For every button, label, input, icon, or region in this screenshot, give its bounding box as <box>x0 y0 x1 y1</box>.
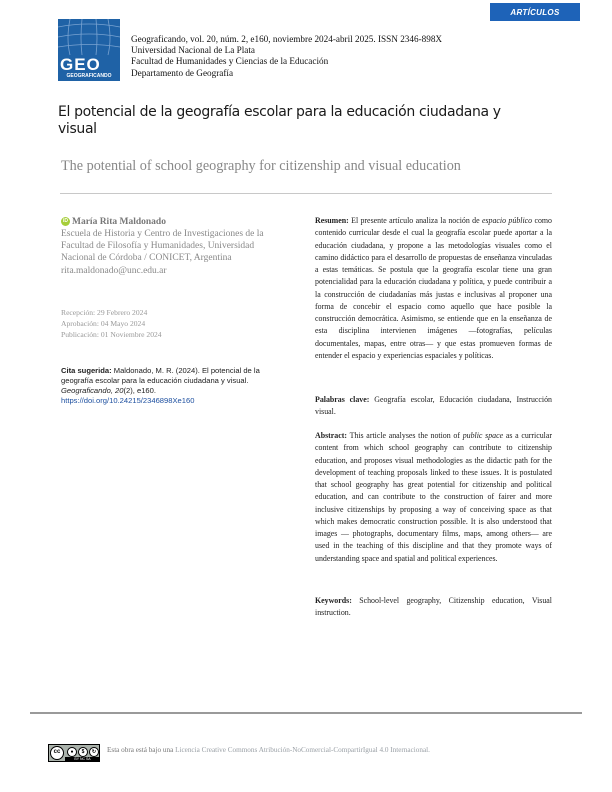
author-name-line <box>61 216 286 228</box>
journal-citation-line: Geograficando, vol. 20, núm. 2, e160, noviembre 2024-abril 2025. ISSN 2346-898X <box>131 34 443 44</box>
abstract-es-text: como contenido curricular desde el cual la geografía escolar puede aportar a la educación ciudadana, y propone a las metodologías visuales como el camino didáctico para el desarrollo de propuestas de enseñanza vinculadas a estas temáticas. Se postula que la geografía escolar tiene una gran potencialidad para la educación ciudadana y política, y puede contribuir a la construcción de ciudadanías más justas e inclusivas al proponer una forma de concebir el espacio como aquello que hace posible la construcción democrática. Asimismo, se entiende que en la enseñanza de esta disciplina intervienen imágenes —fotografías, películas documentales, mapas, entre otras— y que estas promueven formas de entender el espacio y experiencias espaciales y políticas. <box>315 216 552 360</box>
article-dates <box>61 307 162 340</box>
attribution-icon: ● <box>67 747 77 757</box>
citation-doi-link[interactable]: https://doi.org/10.24215/2346898Xe160 <box>61 395 195 405</box>
abstract-es-text: El presente artículo analiza la noción de <box>348 216 482 225</box>
journal-logo <box>58 19 120 81</box>
section-badge: ARTÍCULOS <box>490 3 580 21</box>
noncommercial-icon: $ <box>78 747 88 757</box>
title-divider <box>60 193 552 194</box>
author-affiliation <box>61 228 286 277</box>
citation-text: Maldonado, M. R. (2024). El potencial de la geografía escolar para la educación ciudadana y visual. <box>61 366 260 385</box>
abstract-en-label: Abstract: <box>315 431 347 440</box>
keywords-en-label: Keywords: <box>315 596 352 605</box>
cc-icon: cc <box>50 746 64 760</box>
citation-journal: Geograficando, 20 <box>61 385 124 395</box>
keywords-en-text: School-level geography, Citizenship education, Visual instruction. <box>315 596 552 618</box>
journal-department: Departamento de Geografía <box>131 67 234 78</box>
abstract-en-text: This article analyses the notion of <box>347 431 463 440</box>
abstract-en-emphasis: public space <box>462 431 504 440</box>
abstract-es-label: Resumen: <box>315 216 349 225</box>
abstract-es-emphasis: espacio público <box>481 216 533 225</box>
keywords-english <box>315 595 552 620</box>
citation-label: Cita sugerida: <box>61 366 112 375</box>
author-block <box>61 216 286 277</box>
abstract-spanish <box>315 215 552 362</box>
keywords-es-label: Palabras clave: <box>315 395 370 404</box>
published-date: Publicación: 01 Noviembre 2024 <box>61 330 162 339</box>
journal-info <box>131 34 442 79</box>
received-date: Recepción: 29 Febrero 2024 <box>61 308 148 317</box>
journal-university: Universidad Nacional de La Plata <box>131 45 255 56</box>
abstract-en-text: as a curricular content from which school geography can contribute to citizenship education, and proposes visual methodologies as the didactic path for the development of teaching proposals linked to these issues. It is postulated that school geography has great potential for citizenship and political education, and can contribute to the construction of fairer and more inclusive citizenships by proposing a way of conceiving space as that which makes democratic construction possible. It is also understood that images — photographs, documentary films, maps, among others— are used in the teaching of this discipline and that they promote ways of understanding space and spatial and political experiences. <box>315 431 552 563</box>
license-prefix: Esta obra está bajo una <box>107 746 176 754</box>
license-statement <box>107 746 430 754</box>
orcid-icon[interactable]: iD <box>63 218 68 224</box>
footer-divider <box>30 712 582 714</box>
author-name: María Rita Maldonado <box>72 217 166 227</box>
journal-faculty: Facultad de Humanidades y Ciencias de la Educación <box>131 56 329 67</box>
license-link[interactable]: Licencia Creative Commons Atribución-NoComercial-CompartirIgual 4.0 Internacional. <box>175 746 430 754</box>
sharealike-icon: ↻ <box>89 747 99 757</box>
logo-word: GEO <box>60 55 101 74</box>
article-title: El potencial de la geografía escolar para la educación ciudadana y visual <box>58 104 501 137</box>
approved-date: Aprobación: 04 Mayo 2024 <box>61 319 146 328</box>
keywords-spanish <box>315 394 552 419</box>
abstract-english <box>315 430 552 565</box>
affiliation-line: Nacional de Córdoba / CONICET, Argentina <box>61 253 232 264</box>
affiliation-line: Escuela de Historia y Centro de Investigaciones de la <box>61 229 264 239</box>
creative-commons-badge[interactable] <box>48 744 100 762</box>
cc-license-strip: BY NC SA <box>65 757 100 762</box>
keywords-es-text: Geografía escolar, Educación ciudadana, Instrucción visual. <box>315 395 552 417</box>
article-title-english: The potential of school geography for citizenship and visual education <box>61 158 461 174</box>
suggested-citation <box>61 366 283 406</box>
logo-subtitle: GEOGRAFICANDO <box>66 73 112 79</box>
author-email[interactable]: rita.maldonado@unc.edu.ar <box>61 265 167 276</box>
citation-issue: (2), e160. <box>123 385 156 395</box>
affiliation-line: Facultad de Filosofía y Humanidades, Universidad <box>61 241 255 252</box>
